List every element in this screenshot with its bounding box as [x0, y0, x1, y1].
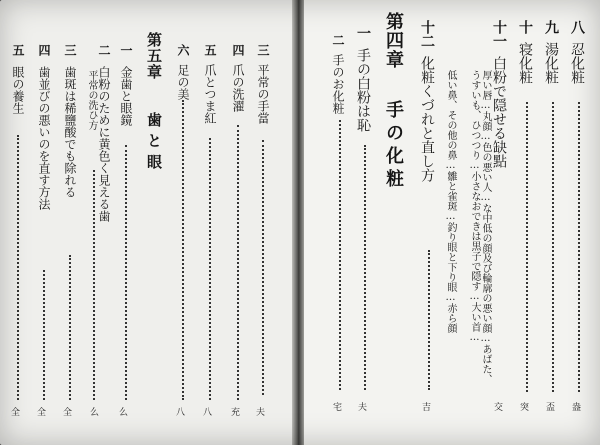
page-number: 吉 — [422, 403, 432, 413]
entry-number: 一 — [355, 26, 371, 40]
entry-title: 爪の洗濯 — [231, 64, 245, 112]
page-number: 么 — [90, 408, 100, 418]
chapter-title: 歯と眼 — [145, 112, 163, 175]
entry-number: 四 — [37, 44, 51, 56]
entry-number: 十一 — [491, 20, 507, 48]
page-number: 盃 — [546, 403, 556, 413]
entry-number: 六 — [176, 44, 190, 56]
left-page — [0, 0, 292, 445]
page-number: 充 — [231, 408, 241, 418]
entry-subtitle: 厚い唇…丸顔…色の悪い人…な中低の顔及び輪廓の悪い顔…あばた、うすいも、ひつつり…小さなおできは黒子で隠す…大い首… — [469, 70, 491, 384]
entry-right-ch4-2 — [332, 34, 344, 114]
entry-title: 化粧くづれと直し方 — [419, 56, 435, 182]
entry-title: 手の白粉は恥 — [355, 48, 371, 132]
page-number: 夫 — [358, 403, 368, 413]
page-number: 宅 — [333, 403, 343, 413]
entry-title: 手のお化粧 — [331, 54, 345, 114]
right-page — [304, 0, 600, 445]
entry-right-ch4-1 — [356, 26, 370, 132]
entry-left-3 — [255, 44, 271, 124]
entry-number: 三 — [63, 44, 77, 56]
entry-number: 十二 — [419, 20, 435, 48]
entry-number: 五 — [11, 44, 25, 56]
entry-left-ch5-4 — [36, 44, 52, 210]
entry-right-9 — [544, 20, 558, 84]
chapter-label: 第四章 — [383, 12, 404, 69]
entry-subtitle: 平常の洗ひ方 — [86, 70, 97, 130]
entry-left-4 — [230, 44, 246, 112]
entry-number: 九 — [543, 20, 559, 34]
page-number: 盎 — [572, 403, 582, 413]
entry-right-11 — [492, 20, 506, 168]
entry-number: 一 — [119, 44, 133, 56]
entry-number: 二 — [97, 44, 111, 56]
page-number: 全 — [63, 408, 73, 418]
page-number: 么 — [119, 408, 129, 418]
page-number: 夫 — [256, 408, 266, 418]
entry-title: 白粉で隠せる缺點 — [491, 56, 507, 168]
entry-subtitle: 低い鼻、その他の鼻…雛と雀斑…釣り眼と下り眼…赤ら顔 — [445, 70, 456, 333]
entry-number: 五 — [203, 44, 217, 56]
chapter-label: 第五章 — [145, 32, 163, 80]
entry-left-6 — [175, 44, 191, 100]
entry-title: 白粉のために黄色く見える歯 — [97, 66, 111, 222]
entry-title: 足の美 — [176, 64, 190, 100]
entry-right-8 — [570, 20, 584, 84]
entry-title: 歯並びの悪いのを直す方法 — [37, 66, 51, 210]
entry-title: 平常の手當 — [256, 64, 270, 124]
entry-number: 八 — [569, 20, 585, 34]
entry-number: 四 — [231, 44, 245, 56]
entry-left-ch5-1 — [118, 44, 134, 126]
entry-title: 寝化粧 — [517, 42, 533, 84]
entry-title: 湯化粧 — [543, 42, 559, 84]
page-number: 全 — [37, 408, 47, 418]
entry-title: 忍化粧 — [569, 42, 585, 84]
entry-left-5 — [202, 44, 218, 124]
entry-number: 二 — [331, 34, 345, 46]
page-number: 突 — [520, 403, 530, 413]
book-gutter — [292, 0, 304, 445]
entry-number: 三 — [256, 44, 270, 56]
entry-number: 十 — [517, 20, 533, 34]
page-number: 交 — [494, 403, 504, 413]
entry-left-ch5-3 — [62, 44, 78, 198]
entry-title: 歯斑は稀鹽酸でも除れる — [63, 66, 77, 198]
entry-title: 爪とつま紅 — [203, 64, 217, 124]
entry-right-12 — [420, 20, 434, 182]
entry-title: 金歯と眼鏡 — [119, 66, 133, 126]
entry-title: 眼の養生 — [11, 66, 25, 114]
entry-left-ch5-2 — [96, 44, 112, 222]
page-number: 八 — [176, 408, 186, 418]
page-number: 全 — [11, 408, 21, 418]
entry-right-10 — [518, 20, 532, 84]
chapter-title: 手の化粧 — [383, 100, 404, 192]
entry-left-ch5-5 — [10, 44, 26, 114]
page-number: 八 — [203, 408, 213, 418]
